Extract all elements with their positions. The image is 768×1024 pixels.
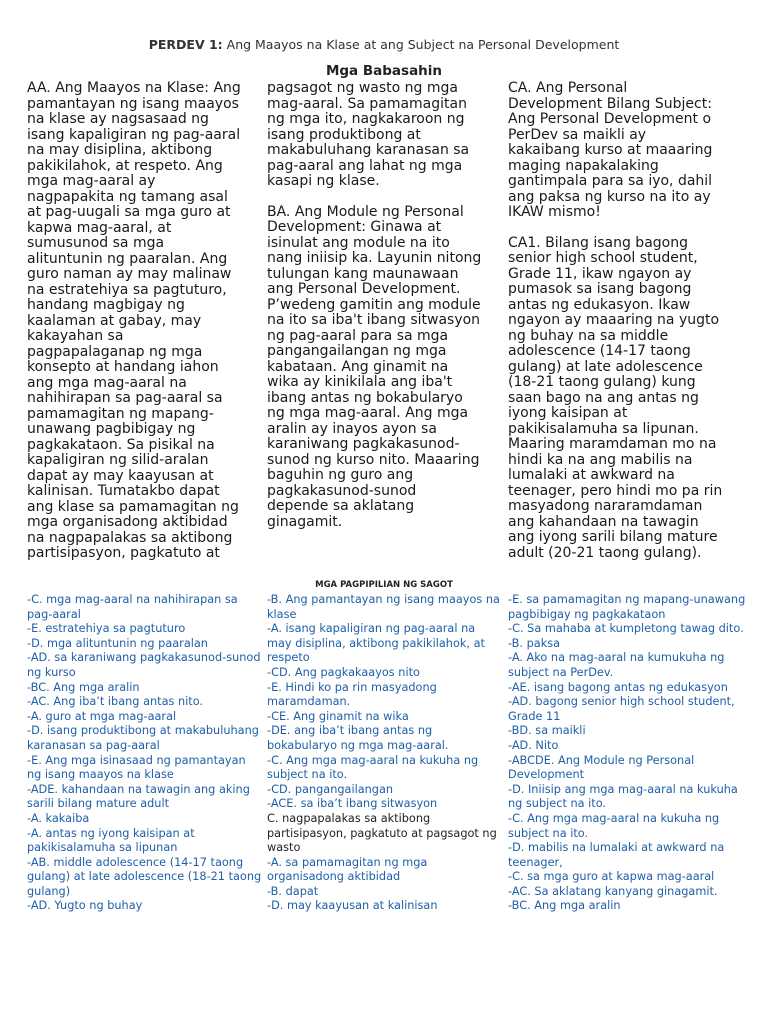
answer-option: -C. sa mga guro at kapwa mag-aaral <box>508 870 715 884</box>
answer-option: -A. antas ng iyong kaisipan at pakikisalamuha sa lipunan <box>27 826 195 855</box>
answer-option: -BD. sa maikli <box>508 724 586 738</box>
answer-option: -B. dapat <box>267 884 319 898</box>
answer-option: -A. Ako na mag-aaral na kumukuha ng subject na PerDev. <box>508 651 725 679</box>
paragraph-gap <box>508 221 744 236</box>
reading-column-1 <box>27 81 259 562</box>
answer-option: -A. sa pamamagitan ng mga organisadong aktibidad <box>267 855 428 884</box>
answer-option: -BC. Ang mga aralin <box>508 899 621 913</box>
options-column-3 <box>508 593 746 914</box>
paragraph-aa: AA. Ang Maayos na Klase: Ang pamantayan ng isang maayos na klase ay nagsasaad ng isang kapaligiran ng pag-aaral na may disiplina, aktibong pakikilahok, at respeto. Ang mga mag-aaral ay nagpapakita ng tamang asal at pag-uugali sa mga guro at kapwa mag-aaral, at sumusunod sa mga alituntunin ng paaralan. Ang guro naman ay may malinaw na estratehiya sa pagtuturo, handang magbigay ng kaalaman at gabay, may kakayahan sa pagpapalaganap ng mga konsepto at handang iahon ang mga mag-aaral na nahihirapan sa pag-aaral sa pamamagitan ng mapang- unawang pagbibigay ng pagkakataon. Sa pisikal na kapaligiran ng silid-aralan dapat ay may kaayusan at kalinisan. Tumatakbo dapat ang klase sa pamamagitan ng mga organisadong aktibidad na nagpapalakas sa aktibong partisipasyon, pagkatuto at <box>27 80 241 561</box>
header-title: Ang Maayos na Klase at ang Subject na Personal Development <box>222 37 620 52</box>
answer-option: -CD. pangangailangan <box>267 782 394 796</box>
answer-option: -E. estratehiya sa pagtuturo <box>27 622 186 636</box>
answer-option: -AD. Nito <box>508 738 559 752</box>
answer-option: -DE. ang iba’t ibang antas ng bokabularyo ng mga mag-aaral. <box>267 724 449 752</box>
paragraph-ca1: CA1. Bilang isang bagong senior high school student, Grade 11, ikaw ngayon ay pumasok sa isang bagong antas ng edukasyon. Ikaw ngayon ay maaaring na yugto ng buhay na sa middle adolescence (14-17 taong gulang) at late adolescence (18-21 taong gulang) kung saan bago na ang antas ng iyong kaisipan at pakikisalamuha sa lipunan. Maaring maramdaman mo na hindi ka na ang mabilis na lumalaki at awkward na teenager, pero hindi mo pa rin masyadong nararamdaman ang kahandaan na tawagin ang iyong sarili bilang mature adult (20-21 taong gulang). <box>508 234 723 561</box>
answer-option: -D. may kaayusan at kalinisan <box>267 899 438 913</box>
answer-option: -ADE. kahandaan na tawagin ang aking sarili bilang mature adult <box>27 782 250 811</box>
answer-option: -BC. Ang mga aralin <box>27 680 140 694</box>
answer-option: -AC. Ang iba’t ibang antas nito. <box>27 695 204 709</box>
reading-column-2 <box>267 81 500 530</box>
answer-option: -D. isang produktibong at makabuluhang karanasan sa pag-aaral <box>27 724 259 752</box>
answer-option: C. nagpapalakas sa aktibong partisipasyon, pagkatuto at pagsagot ng wasto <box>267 811 497 855</box>
paragraph-aa-continued: pagsagot ng wasto ng mga mag-aaral. Sa pamamagitan ng mga ito, nagkakaroon ng isang produktibong at makabuluhang karanasan sa pag-aaral ang lahat ng mga kasapi ng klase. <box>267 80 470 189</box>
answer-option: -AD. Yugto ng buhay <box>27 899 143 913</box>
answer-option: -CD. Ang pagkakaayos nito <box>267 665 420 679</box>
answer-option: -A. guro at mga mag-aaral <box>27 709 177 723</box>
answer-option: -A. kakaiba <box>27 811 90 825</box>
answer-option: -ACE. sa iba’t ibang sitwasyon <box>267 797 438 811</box>
answer-option: -B. Ang pamantayan ng isang maayos na klase <box>267 593 500 621</box>
paragraph-ba: BA. Ang Module ng Personal Development: Ginawa at isinulat ang module na ito nang iniisip ka. Layunin nitong tulungan kang maunawaan ang Personal Development. P’wedeng gamitin ang module na ito sa iba't ibang sitwasyon ng pag-aaral para sa mga pangangailangan ng mga kabataan. Ang ginamit na wika ay kinikilala ang iba't ibang antas ng bokabularyo ng mga mag-aaral. Ang mga aralin ay inayos ayon sa karaniwang pagkakasunod- sunod ng kurso nito. Maaaring baguhin ng guro ang pagkakasunod-sunod depende sa aklatang ginagamit. <box>267 203 482 530</box>
header-code: PERDEV 1: <box>148 37 223 52</box>
answer-option: -D. mabilis na lumalaki at awkward na teenager, <box>508 841 725 869</box>
reading-column-3 <box>508 81 744 561</box>
answer-option: -E. sa pamamagitan ng mapang-unawang pagbibigay ng pagkakataon <box>508 593 746 621</box>
answer-option: -D. mga alituntunin ng paaralan <box>27 636 208 650</box>
answer-option: -E. Ang mga isinasaad ng pamantayan ng isang maayos na klase <box>27 753 246 782</box>
answer-option: -C. Sa mahaba at kumpletong tawag dito. <box>508 622 744 636</box>
answer-option: -CE. Ang ginamit na wika <box>267 709 409 723</box>
options-column-2 <box>267 593 502 914</box>
paragraph-ca: CA. Ang Personal Development Bilang Subject: Ang Personal Development o PerDev sa maikli ay kakaibang kurso at maaaring maging napakalaking gantimpala para sa iyo, dahil ang paksa ng kurso na ito ay IKAW mismo! <box>508 80 713 220</box>
answer-option: -AE. isang bagong antas ng edukasyon <box>508 680 728 694</box>
answer-option: -B. paksa <box>508 636 561 650</box>
answer-option: -E. Hindi ko pa rin masyadong maramdaman. <box>267 680 437 709</box>
answer-option: -ABCDE. Ang Module ng Personal Development <box>508 753 695 782</box>
answer-option: -AD. bagong senior high school student, Grade 11 <box>508 695 735 723</box>
answer-option: -AC. Sa aklatang kanyang ginagamit. <box>508 884 718 898</box>
answer-option: -D. Iniisip ang mga mag-aaral na kukuha ng subject na ito. <box>508 782 738 811</box>
answer-option: -A. isang kapaligiran ng pag-aaral na may disiplina, aktibong pakikilahok, at respeto <box>267 622 485 665</box>
answer-option: -AB. middle adolescence (14-17 taong gulang) at late adolescence (18-21 taong gulang) <box>27 855 262 898</box>
answer-option: -C. Ang mga mag-aaral na kukuha ng subject na ito. <box>508 811 720 840</box>
readings-heading: Mga Babasahin <box>325 63 443 79</box>
answer-options-heading: MGA PAGPIPILIAN NG SAGOT <box>315 580 453 590</box>
answer-option: -C. mga mag-aaral na nahihirapan sa pag-aaral <box>27 593 238 621</box>
answer-option: -AD. sa karaniwang pagkakasunod-sunod ng kurso <box>27 651 261 679</box>
document-header <box>0 37 768 52</box>
options-column-1 <box>27 593 262 914</box>
paragraph-gap <box>267 190 500 205</box>
answer-option: -C. Ang mga mag-aaral na kukuha ng subject na ito. <box>267 753 479 782</box>
